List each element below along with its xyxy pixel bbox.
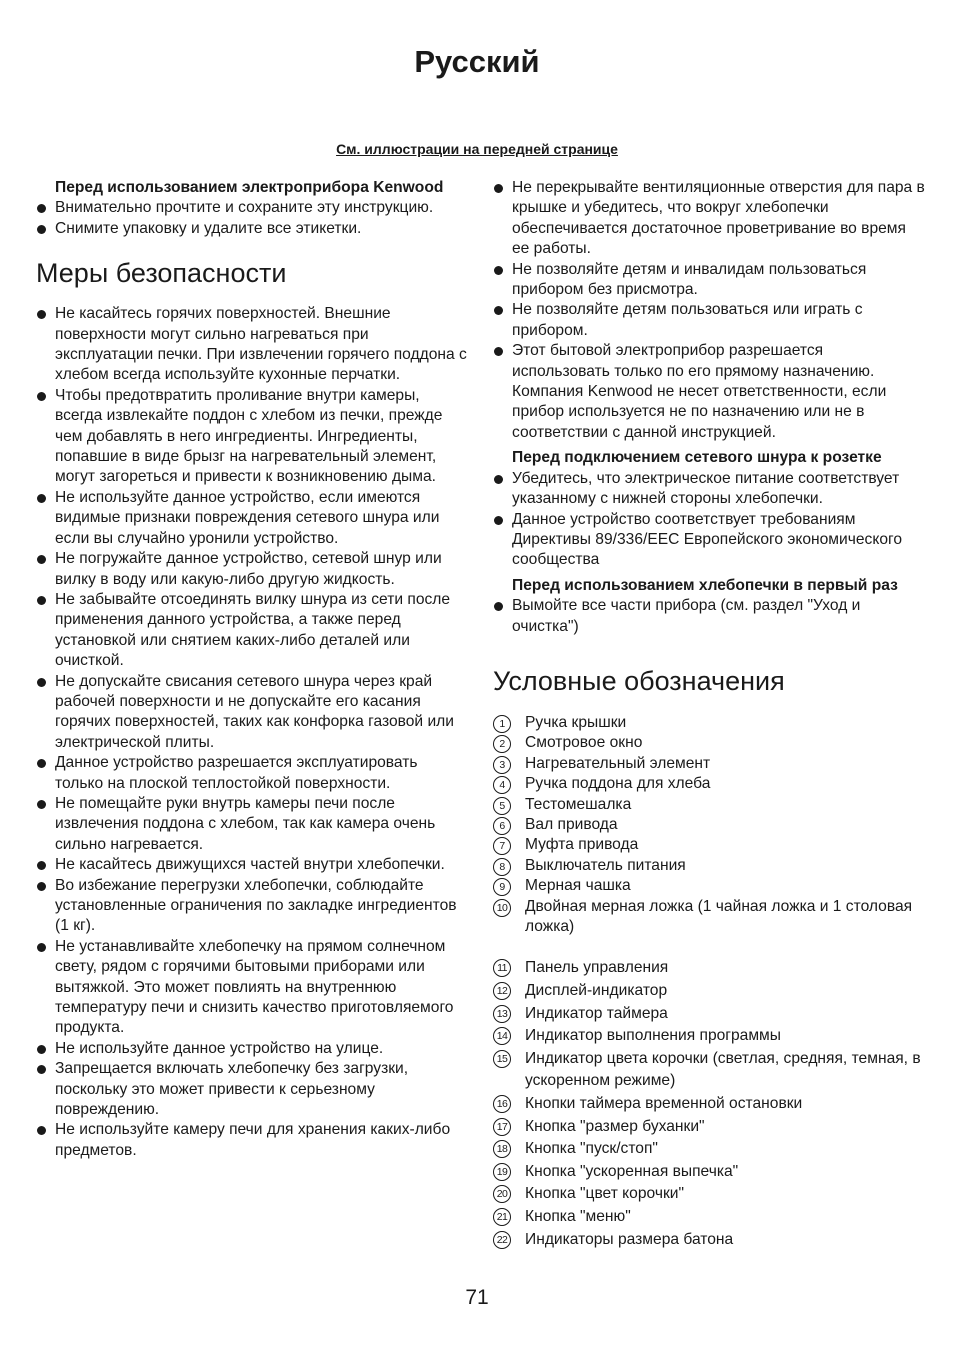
- before-use-heading: Перед использованием электроприбора Kenwood: [55, 179, 444, 196]
- list-item: Не позволяйте детям пользоваться или играть с прибором.: [493, 300, 925, 341]
- legend-item: [493, 1025, 925, 1048]
- legend-number: 6: [493, 817, 511, 835]
- before-connect-heading: Перед подключением сетевого шнура к розетке: [512, 449, 882, 467]
- legend-item: [493, 1161, 925, 1184]
- list-item: Не касайтесь горячих поверхностей. Внешние поверхности могут сильно нагреваться при эксплуатации печки. При извлечении горячего поддона с хлебом всегда используйте кухонные перчатки.: [36, 304, 468, 386]
- legend-list-controls: [493, 957, 925, 1251]
- legend-label: Кнопка "размер буханки": [525, 1117, 705, 1135]
- legend-item: [493, 1048, 925, 1093]
- legend-label: Кнопки таймера временной остановки: [525, 1094, 803, 1112]
- safety-section-title: Меры безопасности: [36, 258, 287, 289]
- before-connect-list: [493, 469, 925, 571]
- list-item: Не касайтесь движущихся частей внутри хлебопечки.: [36, 855, 468, 875]
- legend-number: 15: [493, 1050, 511, 1068]
- legend-number: 10: [493, 899, 511, 917]
- legend-number: 16: [493, 1095, 511, 1113]
- legend-label: Ручка крышки: [525, 713, 627, 731]
- legend-number: 13: [493, 1005, 511, 1023]
- list-item: Данное устройство разрешается эксплуатировать только на плоской теплостойкой поверхности.: [36, 753, 468, 794]
- list-item: Не перекрывайте вентиляционные отверстия для пара в крышке и убедитесь, что вокруг хлебопечки обеспечивается достаточное проветривание во время ее работы.: [493, 178, 925, 260]
- list-item: Не погружайте данное устройство, сетевой шнур или вилку в воду или какую-либо другую жидкость.: [36, 549, 468, 590]
- legend-number: 14: [493, 1027, 511, 1045]
- legend-label: Индикатор цвета корочки (светлая, средняя, темная, в ускоренном режиме): [525, 1049, 921, 1090]
- legend-number: 21: [493, 1208, 511, 1226]
- list-item: Не забывайте отсоединять вилку шнура из сети после применения данного устройства, а также перед установкой или снятием каких-либо деталей или очисткой.: [36, 590, 468, 672]
- page-title: Русский: [414, 44, 540, 79]
- legend-item: [493, 815, 925, 835]
- list-item: Не используйте данное устройство на улице.: [36, 1039, 468, 1059]
- page-number: 71: [465, 1286, 489, 1309]
- legend-label: Кнопка "пуск/стоп": [525, 1140, 658, 1158]
- legend-item: [493, 754, 925, 774]
- legend-number: 8: [493, 858, 511, 876]
- list-item: Не используйте данное устройство, если имеются видимые признаки повреждения сетевого шнура или если вы случайно уронили устройство.: [36, 488, 468, 549]
- legend-item: [493, 1183, 925, 1206]
- legend-item: [493, 835, 925, 855]
- legend-label: Панель управления: [525, 959, 669, 977]
- legend-label: Тестомешалка: [525, 795, 632, 813]
- legend-item: [493, 980, 925, 1003]
- list-item: Не помещайте руки внутрь камеры печи после извлечения поддона с хлебом, так как камера очень сильно нагревается.: [36, 794, 468, 855]
- safety-list-continued: [493, 178, 925, 443]
- legend-item: [493, 795, 925, 815]
- legend-label: Ручка поддона для хлеба: [525, 775, 711, 793]
- legend-label: Муфта привода: [525, 836, 639, 854]
- first-use-heading: Перед использованием хлебопечки в первый раз: [512, 576, 898, 594]
- legend-label: Кнопка "меню": [525, 1207, 631, 1225]
- legend-number: 1: [493, 715, 511, 733]
- legend-label: Индикаторы размера батона: [525, 1230, 734, 1248]
- list-item: Снимите упаковку и удалите все этикетки.: [36, 219, 468, 239]
- legend-item: [493, 876, 925, 896]
- list-item: Этот бытовой электроприбор разрешается использовать только по его прямому назначению. Компания Kenwood не несет ответственности, если прибор используется не по назначению или не в соответствии с данной инструкцией.: [493, 341, 925, 443]
- legend-label: Кнопка "цвет корочки": [525, 1185, 685, 1203]
- legend-number: 5: [493, 797, 511, 815]
- legend-number: 22: [493, 1231, 511, 1249]
- legend-item: [493, 774, 925, 794]
- legend-label: Индикатор таймера: [525, 1004, 668, 1022]
- legend-item: [493, 1003, 925, 1026]
- legend-item: [493, 856, 925, 876]
- legend-number: 20: [493, 1185, 511, 1203]
- legend-label: Мерная чашка: [525, 877, 631, 895]
- legend-number: 11: [493, 959, 511, 977]
- legend-label: Кнопка "ускоренная выпечка": [525, 1162, 739, 1180]
- safety-list: [36, 304, 468, 1161]
- legend-number: 9: [493, 878, 511, 896]
- legend-number: 17: [493, 1118, 511, 1136]
- see-illustrations-note: См. иллюстрации на передней странице: [336, 141, 618, 157]
- legend-number: 19: [493, 1163, 511, 1181]
- legend-item: [493, 1116, 925, 1139]
- left-column: [36, 178, 468, 1161]
- legend-number: 12: [493, 982, 511, 1000]
- list-item: Вымойте все части прибора (см. раздел "Уход и очистка"): [493, 596, 925, 637]
- list-item: Чтобы предотвратить проливание внутри камеры, всегда извлекайте поддон с хлебом из печки, прежде чем добавлять в него ингредиенты. Ингредиенты, попавшие в виде брызг на нагревательный элемент, могут загореться и привести к возникновению дыма.: [36, 386, 468, 488]
- spacer: [493, 937, 925, 957]
- legend-label: Дисплей-индикатор: [525, 982, 668, 999]
- legend-section-title: Условные обозначения: [493, 665, 785, 696]
- list-item: Не устанавливайте хлебопечку на прямом солнечном свету, рядом с горячими бытовыми приборами или вытяжкой. Это может повлиять на внутреннюю температуру печи и снизить качество приготовляемого продукта.: [36, 937, 468, 1039]
- list-item: Во избежание перегрузки хлебопечки, соблюдайте установленные ограничения по закладке ингредиентов (1 кг).: [36, 876, 468, 937]
- legend-number: 3: [493, 756, 511, 774]
- legend-item: [493, 733, 925, 753]
- first-use-list: [493, 596, 925, 637]
- legend-label: Двойная мерная ложка (1 чайная ложка и 1 столовая ложка): [525, 897, 913, 935]
- legend-item: [493, 957, 925, 980]
- list-item: Не допускайте свисания сетевого шнура через край рабочей поверхности и не допускайте его касания горячих поверхностей, таких как конфорка газовой или электрической плиты.: [36, 672, 468, 754]
- legend-item: [493, 713, 925, 733]
- list-item: Не позволяйте детям и инвалидам пользоваться прибором без присмотра.: [493, 260, 925, 301]
- legend-label: Выключатель питания: [525, 856, 686, 874]
- legend-item: [493, 1138, 925, 1161]
- legend-label: Смотровое окно: [525, 734, 643, 752]
- legend-list: [493, 713, 925, 937]
- legend-number: 18: [493, 1140, 511, 1158]
- legend-item: [493, 1229, 925, 1252]
- legend-label: Нагревательный элемент: [525, 754, 711, 772]
- list-item: Внимательно прочтите и сохраните эту инструкцию.: [36, 198, 468, 218]
- legend-item: [493, 1206, 925, 1229]
- legend-number: 7: [493, 837, 511, 855]
- list-item: Не используйте камеру печи для хранения каких-либо предметов.: [36, 1120, 468, 1161]
- legend-label: Вал привода: [525, 815, 618, 833]
- legend-item: [493, 1093, 925, 1116]
- list-item: Убедитесь, что электрическое питание соответствует указанному с нижней стороны хлебопечки.: [493, 469, 925, 510]
- list-item: Запрещается включать хлебопечку без загрузки, поскольку это может привести к серьезному повреждению.: [36, 1059, 468, 1120]
- legend-number: 4: [493, 776, 511, 794]
- legend-item: [493, 897, 925, 938]
- legend-number: 2: [493, 735, 511, 753]
- right-column: [493, 178, 925, 1251]
- list-item: Данное устройство соответствует требованиям Директивы 89/336/EEC Европейского экономического сообщества: [493, 510, 925, 571]
- legend-label: Индикатор выполнения программы: [525, 1027, 781, 1045]
- before-use-list: [36, 198, 468, 239]
